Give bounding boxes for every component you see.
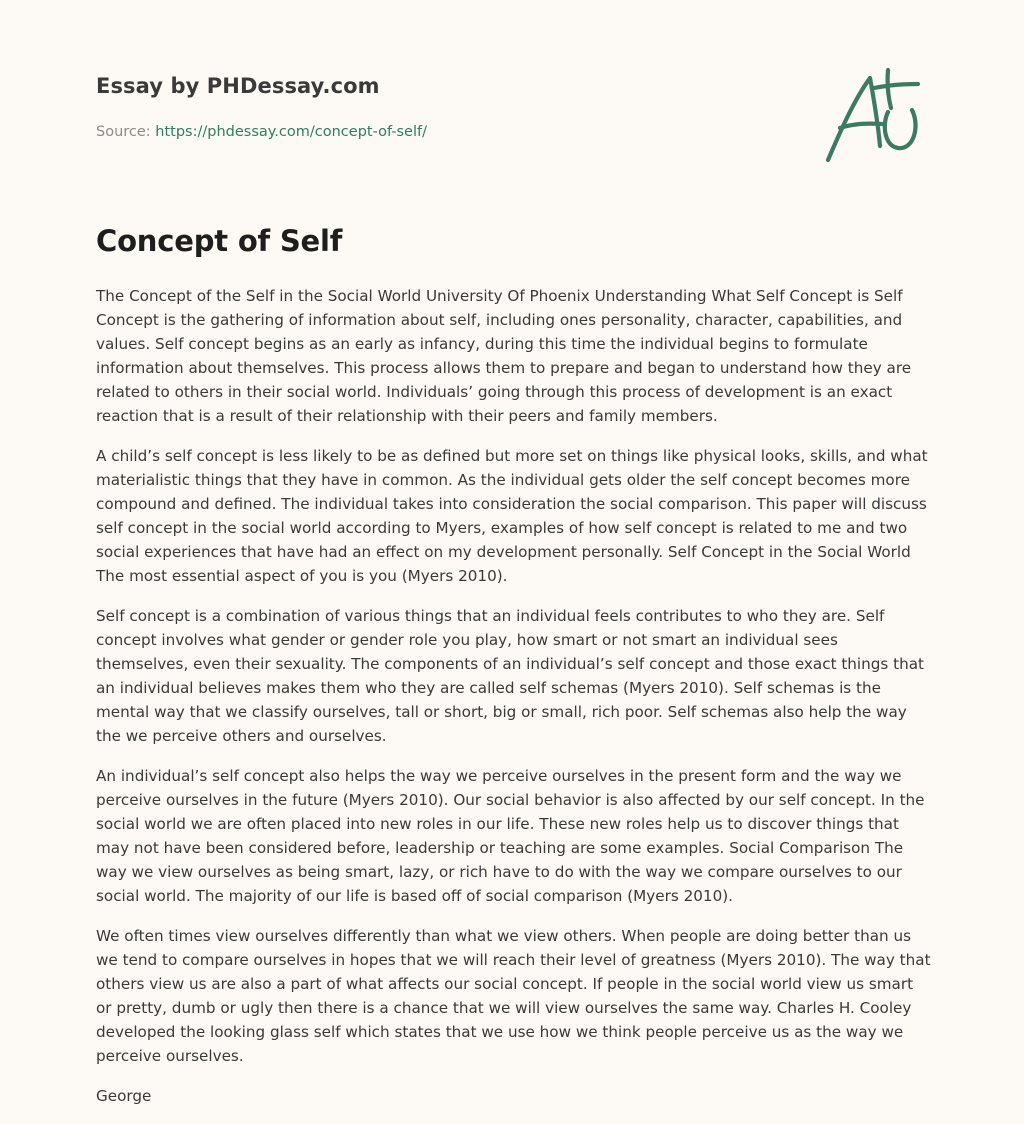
source-link[interactable]: https://phdessay.com/concept-of-self/ — [155, 124, 427, 140]
brand-title: Essay by PHDessay.com — [96, 74, 380, 98]
essay-title: Concept of Self — [96, 224, 343, 258]
essay-paragraph: Self concept is a combination of various things that an individual feels contributes to who they are. Self concept involves what gender or gender role you play, how smart or not smart an individual sees themselves, even their sexuality. The components of an individual’s self concept and those exact things that an individual believes makes them who they are called self schemas (Myers 2010). Self schemas is the mental way that we classify ourselves, tall or short, big or small, rich poor. Self schemas also help the way the we perceive others and ourselves. — [96, 607, 924, 745]
logo-lettering: A+ — [822, 66, 824, 67]
a-plus-logo-icon — [822, 66, 926, 166]
source-line — [96, 124, 427, 140]
essay-paragraph: We often times view ourselves differently than what we view others. When people are doing better than us we tend to compare ourselves in hopes that we will reach their level of greatness (Myers 2010). The way that others view us are also a part of what affects our social concept. If people in the social world view us smart or pretty, dumb or ugly then there is a chance that we will view ourselves the same way. Charles H. Cooley developed the looking glass self which states that we use how we think people perceive us as the way we perceive ourselves. — [96, 927, 931, 1065]
essay-body — [96, 284, 932, 1124]
essay-page — [96, 0, 932, 1105]
source-label: Source: — [96, 124, 151, 140]
essay-paragraph: The Concept of the Self in the Social World University Of Phoenix Understanding What Self Concept is Self Concept is the gathering of information about self, including ones personality, character, capabilities, and values. Self concept begins as an early as infancy, during this time the individual begins to formulate information about themselves. This process allows them to prepare and began to understand how they are related to others in their social world. Individuals’ going through this process of development is an exact reaction that is a result of their relationship with their peers and family members. — [96, 287, 912, 425]
essay-paragraph: A child’s self concept is less likely to be as defined but more set on things like physical looks, skills, and what materialistic things that they have in common. As the individual gets older the self concept becomes more compound and defined. The individual takes into consideration the social comparison. This paper will discuss self concept in the social world according to Myers, examples of how self concept is related to me and two social experiences that have had an effect on my development personally. Self Concept in the Social World The most essential aspect of you is you (Myers 2010). — [96, 447, 928, 585]
essay-paragraph: An individual’s self concept also helps the way we perceive ourselves in the present form and the way we perceive ourselves in the future (Myers 2010). Our social behavior is also affected by our self concept. In the social world we are often placed into new roles in our life. These new roles help us to discover things that may not have been considered before, leadership or teaching are some examples. Social Comparison The way we view ourselves as being smart, lazy, or rich have to do with the way we compare ourselves to our social world. The majority of our life is based off of social comparison (Myers 2010). — [96, 767, 925, 905]
essay-paragraph: George — [96, 1087, 152, 1105]
